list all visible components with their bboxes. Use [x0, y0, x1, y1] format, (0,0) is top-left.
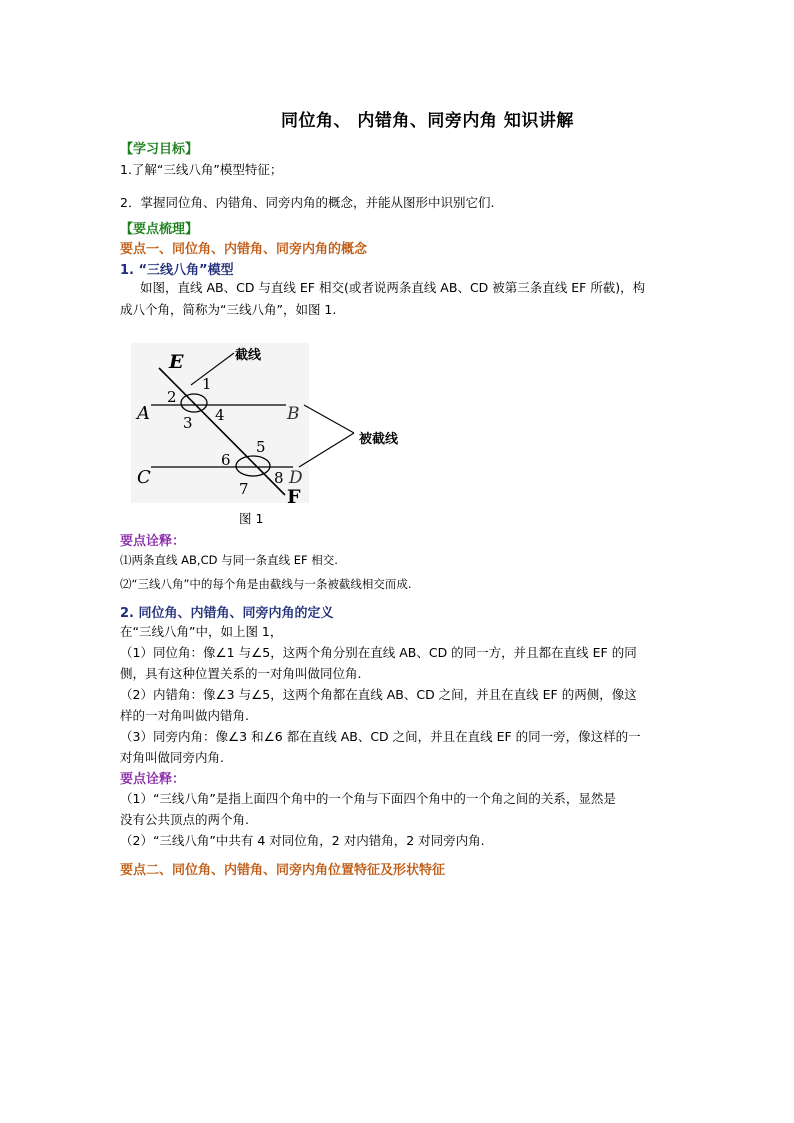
label-c: C: [137, 467, 151, 488]
learning-goals-heading: 【学习目标】: [120, 142, 199, 157]
corresponding-angles-line-2: 侧，具有这种位置关系的一对角叫做同位角.: [120, 666, 362, 681]
paragraph-one-line-2: 成八个角，简称为“三线八角”，如图 1.: [120, 302, 337, 317]
paragraph-one-line-1: 如图，直线 AB、CD 与直线 EF 相交(或者说两条直线 AB、CD 被第三条直线 EF 所截)，构: [140, 280, 646, 295]
subsection-two-intro: 在“三线八角”中，如上图 1，: [120, 624, 283, 639]
label-f: F: [287, 486, 301, 508]
corresponding-angles-line-1: （1）同位角：像∠1 与∠5，这两个角分别在直线 AB、CD 的同一方，并且都在直线 EF 的同: [120, 645, 637, 660]
note-two-item-1-line-2: 没有公共顶点的两个角.: [120, 812, 249, 827]
goal-item-1: 1.了解“三线八角”模型特征；: [120, 162, 283, 177]
goal-item-2: 2．掌握同位角、内错角、同旁内角的概念，并能从图形中识别它们.: [120, 195, 495, 210]
note-two-item-1-line-1: （1）“三线八角”是指上面四个角中的一个角与下面四个角中的一个角之间的关系，显然是: [120, 791, 616, 806]
key-points-heading: 【要点梳理】: [120, 222, 199, 237]
figure-caption: 图 1: [239, 511, 264, 526]
angle-label-8: 8: [274, 469, 284, 487]
label-a: A: [137, 403, 150, 424]
interior-angles-line-1: （3）同旁内角：像∠3 和∠6 都在直线 AB、CD 之间，并且在直线 EF 的同一旁，像这样的一: [120, 729, 641, 744]
angle-label-4: 4: [215, 406, 225, 424]
angle-label-7: 7: [239, 480, 249, 498]
subsection-one-heading: 1. “三线八角”模型: [120, 263, 234, 278]
angle-label-1: 1: [202, 375, 212, 393]
label-d: D: [289, 468, 303, 488]
interior-angles-line-2: 对角叫做同旁内角.: [120, 750, 224, 765]
point-one-heading: 要点一、同位角、内错角、同旁内角的概念: [120, 242, 368, 257]
note-two-heading: 要点诠释：: [120, 772, 186, 787]
cut-line-pointer-upper: [304, 405, 354, 433]
note-one-heading: 要点诠释：: [120, 534, 186, 549]
alternate-angles-line-2: 样的一对角叫做内错角.: [120, 708, 249, 723]
note-one-item-2: ⑵“三线八角”中的每个角是由截线与一条被截线相交而成.: [120, 577, 412, 591]
page-title: 同位角、 内错角、同旁内角 知识讲解: [281, 111, 574, 131]
cut-lines-caption: 被截线: [359, 432, 399, 447]
angle-label-2: 2: [167, 388, 177, 406]
transversal-caption: 截线: [235, 348, 262, 363]
point-two-heading: 要点二、同位角、内错角、同旁内角位置特征及形状特征: [120, 863, 446, 878]
note-one-item-1: ⑴两条直线 AB,CD 与同一条直线 EF 相交.: [120, 553, 338, 567]
label-e: E: [169, 351, 184, 373]
subsection-two-heading: 2. 同位角、内错角、同旁内角的定义: [120, 606, 334, 621]
figure-svg: [131, 343, 421, 528]
angle-label-5: 5: [256, 438, 266, 456]
note-two-item-2: （2）“三线八角”中共有 4 对同位角，2 对内错角，2 对同旁内角.: [120, 833, 485, 848]
alternate-angles-line-1: （2）内错角：像∠3 与∠5，这两个角都在直线 AB、CD 之间，并且在直线 EF 的两侧，像这: [120, 687, 637, 702]
angle-label-6: 6: [221, 451, 231, 469]
angle-label-3: 3: [183, 414, 193, 432]
three-lines-eight-angles-figure: [131, 343, 421, 528]
label-b: B: [287, 404, 300, 424]
